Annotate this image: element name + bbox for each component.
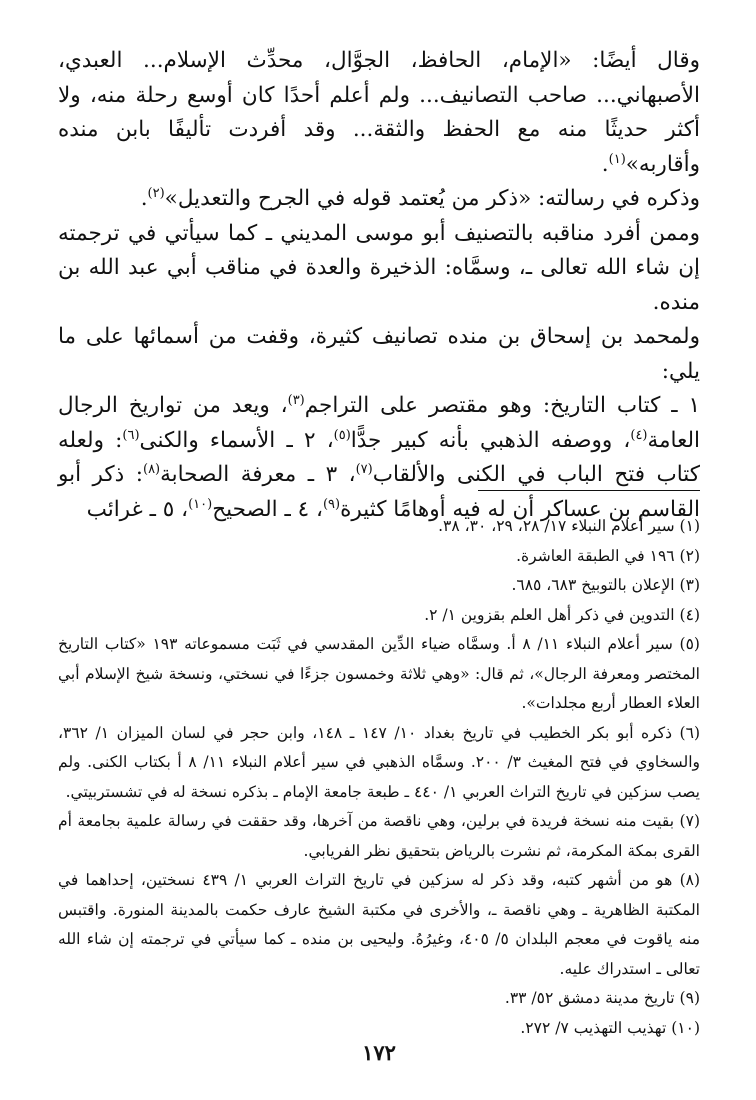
footnote-9 bbox=[58, 984, 700, 1014]
text-run: . bbox=[140, 186, 148, 211]
text-run: ، ٣ ـ معرفة الصحابة bbox=[160, 462, 356, 487]
footnote-text: تاريخ مدينة دمشق ٥٢/ ٣٣. bbox=[504, 989, 675, 1007]
footnote-6 bbox=[58, 719, 700, 808]
footnote-number: (٢) bbox=[679, 546, 700, 565]
footnote-text: بقيت منه نسخة فريدة في برلين، وهي ناقصة من آخرها، وقد حققت في رسالة علمية بجامعة أم القرى بمكة المكرمة، ثم نشرت بالرياض بتحقيق نظر الفريابي. bbox=[58, 812, 700, 860]
footnote-ref-8: (٨) bbox=[142, 461, 161, 477]
footnotes bbox=[58, 512, 700, 1043]
paragraph-5 bbox=[58, 389, 700, 527]
footnote-text: ١٩٦ في الطبقة العاشرة. bbox=[516, 546, 675, 565]
text-run: : ذكر أبو القاسم بن عساكر أن له فيه أوهامًا كثيرة bbox=[58, 462, 700, 522]
footnote-number: (٨) bbox=[679, 871, 701, 889]
footnote-ref-1: (١) bbox=[608, 151, 626, 167]
footnote-text: التدوين في ذكر أهل العلم بقزوين ١/ ٢. bbox=[424, 605, 675, 624]
footnote-ref-2: (٢) bbox=[147, 185, 165, 201]
footnote-number: (٦) bbox=[679, 723, 700, 742]
footnote-ref-10: (١٠) bbox=[188, 496, 213, 512]
footnote-text: الإعلان بالتوبيخ ٦٨٣، ٦٨٥. bbox=[511, 576, 675, 594]
footnote-text: هو من أشهر كتبه، وقد ذكر له سزكين في تاريخ التراث العربي ١/ ٤٣٩ نسختين، إحداهما في المكتبة الظاهرية ـ وهي ناقصة ـ، والأخرى في مكتبة الشيخ عارف حكمت بالمدينة المنورة. واقتبس منه ياقوت في معجم البلدان ٥/ ٤٠٥، وغيرُهُ. وليحيى بن منده ـ كما سيأتي في ترجمته إن شاء الله تعالى ـ استدراك عليه. bbox=[58, 871, 700, 978]
footnote-7 bbox=[58, 807, 700, 866]
text-run: . bbox=[601, 151, 609, 177]
text-run: وممن أفرد مناقبه بالتصنيف أبو موسى المديني ـ كما سيأتي في ترجمته إن شاء الله تعالى ـ، وسمَّاه: الذخيرة والعدة في مناقب أبي عبد الله بن منده. bbox=[58, 220, 700, 315]
paragraph-1 bbox=[58, 44, 700, 182]
footnote-number: (٤) bbox=[679, 605, 700, 624]
footnote-1 bbox=[58, 512, 700, 542]
paragraph-3 bbox=[58, 217, 700, 321]
page-number: ١٧٢ bbox=[362, 1040, 396, 1065]
book-page bbox=[58, 44, 701, 1065]
footnote-ref-3: (٣) bbox=[287, 392, 305, 408]
footnote-8 bbox=[58, 866, 700, 984]
footnote-number: (٧) bbox=[679, 812, 700, 830]
text-run: ولمحمد بن إسحاق بن منده تصانيف كثيرة، وقفت من أسمائها على ما يلي: bbox=[58, 324, 700, 384]
footnote-ref-9: (٩) bbox=[322, 496, 341, 512]
text-run: ، ٥ ـ غرائب bbox=[86, 496, 189, 522]
text-run: ، ٤ ـ الصحيح bbox=[212, 496, 323, 522]
footnote-5 bbox=[58, 630, 700, 719]
footnote-number: (٥) bbox=[679, 635, 700, 653]
footnote-2 bbox=[58, 542, 700, 572]
footnote-number: (٣) bbox=[679, 576, 700, 594]
footnote-ref-7: (٧) bbox=[355, 461, 373, 477]
paragraph-4 bbox=[58, 320, 700, 389]
footnote-ref-4: (٤) bbox=[630, 427, 648, 443]
footnote-ref-6: (٦) bbox=[122, 427, 140, 443]
text-run: ١ ـ كتاب التاريخ: وهو مقتصر على التراجم bbox=[304, 393, 701, 418]
footnote-separator bbox=[478, 490, 700, 491]
text-run: ، ويعد من تواريخ الرجال العامة bbox=[58, 393, 700, 453]
footnote-ref-5: (٥) bbox=[333, 427, 351, 443]
text-run: وقال أيضًا: «الإمام، الحافظ، الجوَّال، محدِّث الإسلام... العبدي، الأصبهاني... صاحب التصانيف... ولم أعلم أحدًا كان أوسع رحلة منه، ولا أكثر حديثًا منه مع الحفظ والثقة... وقد أفردت تأليفًا بابن منده وأقاربه» bbox=[58, 48, 700, 177]
footnote-number: (١٠) bbox=[671, 1018, 700, 1037]
footnote-number: (١) bbox=[679, 517, 700, 535]
text-run: : ولعله كتاب فتح الباب في الكنى والألقاب bbox=[58, 427, 700, 487]
main-text bbox=[58, 44, 700, 527]
footnote-text: سير أعلام النبلاء ١٧/ ٢٨، ٢٩، ٣٠، ٣٨. bbox=[438, 517, 675, 535]
footnote-text: تهذيب التهذيب ٧/ ٢٧٢. bbox=[520, 1018, 667, 1037]
footnote-text: ذكره أبو بكر الخطيب في تاريخ بغداد ١٠/ ١٤٧ ـ ١٤٨، وابن حجر في لسان الميزان ١/ ٣٦٢، والسخاوي في فتح المغيث ٣/ ٢٠٠. وسمَّاه الذهبي في سير أعلام النبلاء ١١/ ٨ أ بكتاب الكنى. ولم يصب سزكين في تاريخ التراث العربي ١/ ٤٤٠ ـ طبعة جامعة الإمام ـ بذكره نسخة له في تشستربيتي. bbox=[58, 723, 701, 801]
text-run: ، ٢ ـ الأسماء والكنى bbox=[139, 427, 334, 453]
footnote-10 bbox=[58, 1014, 700, 1044]
footnote-4 bbox=[58, 601, 700, 631]
footnote-text: سير أعلام النبلاء ١١/ ٨ أ. وسمَّاه ضياء الدِّين المقدسي في ثَبَت مسموعاته ١٩٣ «كتاب التاريخ المختصر ومعرفة الرجال»، ثم قال: «وهي ثلاثة وخمسون جزءًا في نسختي، ونسخة شيخ الإسلام أبي العلاء العطار أربع مجلدات». bbox=[58, 635, 700, 712]
text-run: ، ووصفه الذهبي بأنه كبير جدًّا bbox=[350, 427, 631, 453]
footnote-3 bbox=[58, 571, 700, 601]
footnote-number: (٩) bbox=[679, 989, 700, 1007]
text-run: وذكره في رسالته: «ذكر من يُعتمد قوله في الجرح والتعديل» bbox=[164, 186, 700, 211]
paragraph-2 bbox=[58, 182, 700, 217]
